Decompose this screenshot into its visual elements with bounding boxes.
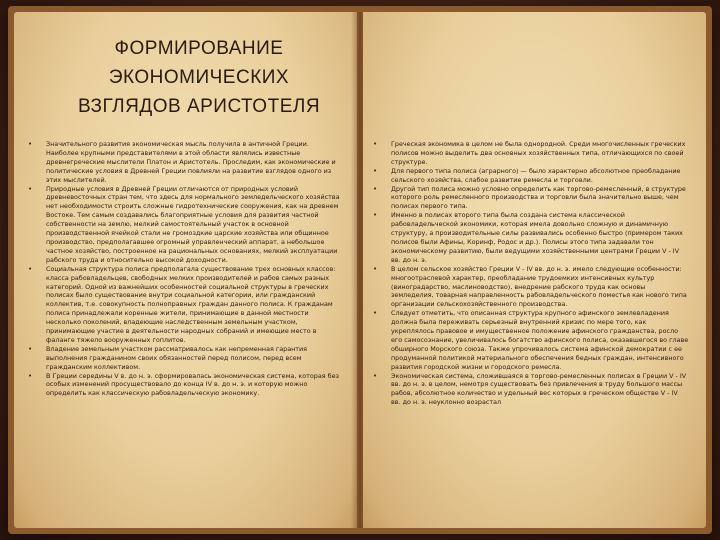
bullet-dot-icon: • [373,264,378,273]
bullet-item: • Греческая экономика в целом не была однородной. Среди многочисленных греческих полисов можно выделить два основных хозяйственных типа, отличающихся по своей структуре. [373,140,686,166]
bullet-dot-icon: • [373,309,378,318]
bullet-item: • В целом сельское хозяйство Греции V - IV вв. до н. э. имело следующие особенности: многоотраслевой характер, преобладание трудоемких интенсивных культур (виноградарство, маслиноводство), внедрение рабского труда как основы земледелия, товарная направленность рабовладельческого поместья как нового типа организации сельскохозяйственного производства. [373,264,687,309]
left-bullet-list [28,140,342,398]
bullet-dot-icon: • [373,211,378,220]
title-line-2: ЭКОНОМИЧЕСКИХ [108,67,290,88]
bullet-item: • Следует отметить, что описанная структура крупного афинского землевладения должна была переживать серьезный внутренний кризис по мере того, как укреплялось правовое и имущественное положение афинского гражданства, росло его самосознание, увеличивалось богатство афинского полиса, оказавшегося во главе обширного Морского союза. Также упрочивалось система афинской демократии с ее продуманной политикой материального обеспечения бедных граждан, интенсивного развития городской жизни и городского ремесла. [373,309,689,371]
bullet-item: • В Греции середины V в. до н. э. сформировалась экономическая система, которая без особых изменений просуществовало до конца IV в. до н. э. и которую можно определить как классическую рабовладельческую экономику. [28,371,339,398]
bullet-item: • Именно в полисах второго типа была создана система классической рабовладельческой экономики, которая имела довольно сложную и динамичную структуру, а производительные силы развивались особенно быстро (примером таких полисов были Афины, Коринф, Родос и др.). Полисы этого типа задавали тон экономическому развитию, были ведущими хозяйственными центрами Греции V - IV вв. до н. э. [373,211,683,264]
bullet-dot-icon: • [28,184,33,193]
slide-title [44,34,354,121]
bullet-dot-icon: • [28,344,33,353]
bullet-item: • Другой тип полиса можно условно определить как торгово-ремесленный, в структуре которого роль ремесленного производства и торговли была значительно выше, чем полисах первого типа. [373,184,686,211]
open-book [8,6,712,534]
bullet-item: • Владение земельным участком рассматривалось как непременная гарантия выполнения гражданином своих обязанностей перед полисом, перед всем гражданским коллективом. [28,344,308,371]
bullet-dot-icon: • [373,140,378,148]
right-page [363,12,706,528]
bullet-item: • Для первого типа полиса (аграрного) — было характерно абсолютное преобладание сельского хозяйства, слабое развитие ремесла и торговли. [373,166,681,184]
bullet-dot-icon: • [373,166,378,175]
bullet-item: • Экономическая система, сложившаяся в торгово-ремесленных полисах в Греции V - IV вв. до н. э. в целом, немотря существовать без привлечения в труду большого массы рабов, абсолютное количество и удельный вес которых в греческом обществе V - IV вв. до н. э. неуклонно возрастал [373,371,687,407]
bullet-dot-icon: • [373,184,378,193]
bullet-dot-icon: • [28,264,33,273]
left-page [14,12,357,528]
bullet-item: • Социальная структура полиса предполагала существование трех основных классов: класса рабовладельцев, свободных мелких производителей и рабов самых разных категорий. Одной из важнейших особенностей социальной структуры в греческих полисах было существование внутри социальной категории, или гражданский коллектив, т.е. совокупность полноправных граждан данного полиса. К гражданам полиса принадлежали коренные жители, принимающие в данной местности несколько поколений, владеющие наследственным земельным участком, принимающие участие в деятельности народных собраний и имеющие место в фаланге тяжело вооруженных гоплитов. [28,264,336,344]
bullet-dot-icon: • [28,371,33,380]
title-line-3: ВЗГЛЯДОВ АРИСТОТЕЛЯ [77,96,321,117]
bullet-dot-icon: • [28,140,33,148]
right-bullet-list [373,140,689,407]
bullet-dot-icon: • [373,371,378,380]
title-line-1: ФОРМИРОВАНИЕ [114,38,284,59]
bullet-item: • Значительного развития экономическая мысль получила в античной Греции. Наиболее крупными представителями в этой области являлись известные древнегреческие мыслители Платон и Аристотель. Проследим, как экономические и политические условия в Древней Греции повлияли на развитие взглядов одного из этих мыслителей. [28,140,336,184]
bullet-item: • Природные условия в Древней Греции отличаются от природных условий древневосточных стран тем, что здесь для нормального земледельческого хозяйства нет необходимости строить сложные гидротехнические сооружения, как на древнем Востоке. Тем самым создавались благоприятные условия для развития частной собственности на землю, мелкий самостоятельный участок в основной производственной ячейкой стали не громоздкие царские хозяйства или общинное производство, предполагавшее огромный управленческий аппарат, а небольшое частное хозяйство, построенное на рациональных основаниях, мелкий эксплуатации рабского труда и относительно высокой доходности. [28,184,340,264]
